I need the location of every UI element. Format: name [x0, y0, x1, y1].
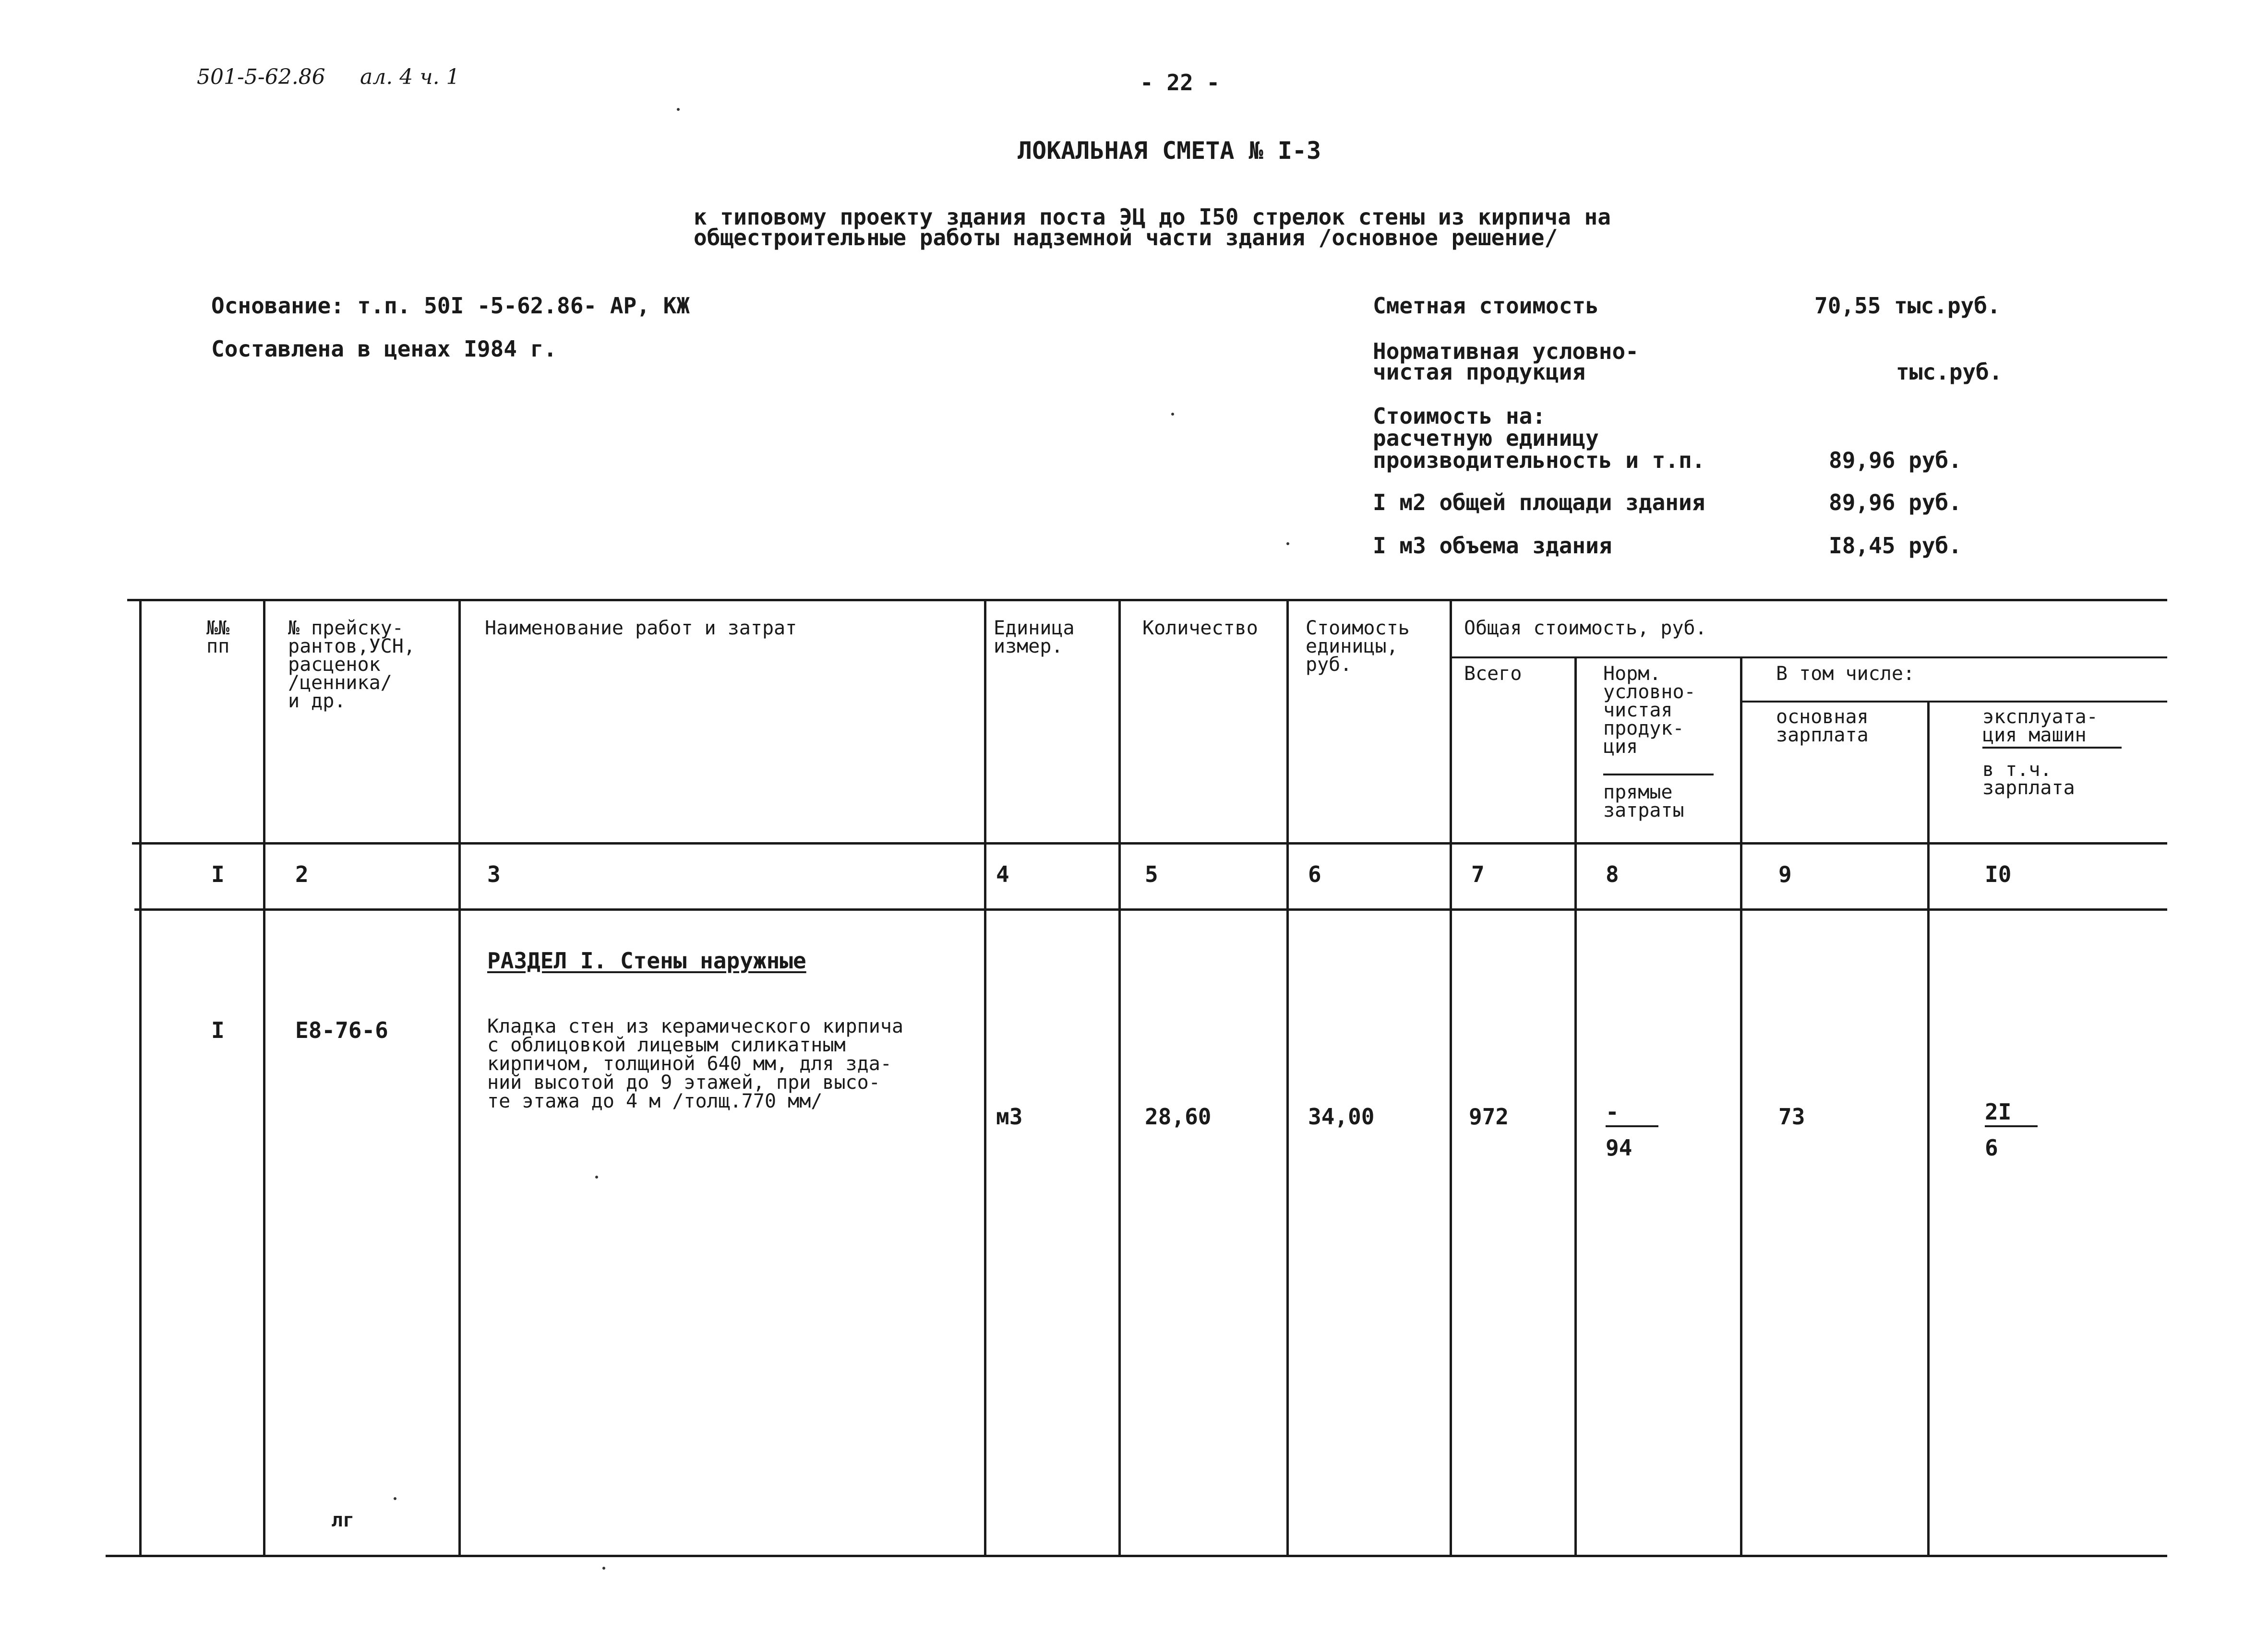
header-total: Всего — [1464, 663, 1522, 685]
subtitle-line-1: к типовому проекту здания поста ЭЦ до I50 стрелок стены из кирпича на — [694, 204, 1611, 230]
colnum-1: I — [211, 861, 225, 887]
row-norm-bottom: 94 — [1606, 1135, 1632, 1161]
header-machines-bottom: в т.ч. зарплата — [1982, 759, 2075, 799]
basis-label: Основание: т.п. 50I -5-62.86- АР, КЖ — [211, 293, 690, 319]
row-machines-fraction-line — [1985, 1125, 2038, 1127]
row-num: I — [211, 1017, 225, 1043]
col-line-4 — [1118, 600, 1121, 1556]
table-top-border — [127, 599, 2167, 601]
header-norm-bottom: прямые затраты — [1603, 781, 1684, 822]
row-quantity: 28,60 — [1145, 1104, 1212, 1130]
row-norm-fraction-line — [1606, 1125, 1658, 1127]
row-unit-cost: 34,00 — [1308, 1104, 1375, 1130]
header-machines-top: эксплуата- ция машин — [1982, 706, 2098, 746]
scan-speck — [595, 1176, 598, 1179]
colnum-4: 4 — [996, 861, 1009, 887]
m2-label: I м2 общей площади здания — [1373, 489, 1705, 515]
prices-label: Составлена в ценах I984 г. — [211, 336, 557, 362]
col-line-7 — [1574, 657, 1577, 1556]
normative-label-1: Нормативная условно- — [1373, 338, 1639, 364]
section-title: РАЗДЕЛ I. Стены наружные — [487, 948, 806, 974]
row-norm-top: - — [1606, 1099, 1619, 1125]
header-unit: Единица измер. — [994, 617, 1075, 657]
header-unit-cost: Стоимость единицы, руб. — [1306, 617, 1410, 676]
scan-speck — [1171, 413, 1174, 416]
colnum-3: 3 — [487, 861, 501, 887]
row-code: Е8-76-6 — [295, 1017, 388, 1043]
header-machines-divider — [1982, 747, 2122, 749]
estimated-cost-value: 70,55 тыс.руб. — [1814, 293, 2001, 319]
scan-speck — [677, 108, 680, 111]
header-bottom-border — [132, 842, 2167, 845]
footer-mark: лг — [331, 1509, 355, 1531]
colnum-bottom-border — [134, 908, 2167, 911]
incl-group-line — [1740, 701, 2167, 703]
colnum-7: 7 — [1471, 861, 1485, 887]
header-norm-top: Норм. условно- чистая продук- ция — [1603, 663, 1696, 758]
header-work-name: Наименование работ и затрат — [485, 617, 797, 639]
cost-per-label-3: производительность и т.п. — [1373, 447, 1705, 473]
scan-speck — [602, 1567, 605, 1570]
header-incl-group: В том числе: — [1776, 663, 1915, 685]
row-unit: м3 — [996, 1104, 1023, 1130]
header-norm-divider — [1603, 774, 1714, 775]
colnum-6: 6 — [1308, 861, 1321, 887]
colnum-5: 5 — [1145, 861, 1158, 887]
header-salary: основная зарплата — [1776, 706, 1869, 746]
m3-label: I м3 объема здания — [1373, 533, 1612, 559]
estimated-cost-label: Сметная стоимость — [1373, 293, 1599, 319]
table-bottom-border — [106, 1555, 2167, 1557]
page-title: ЛОКАЛЬНАЯ СМЕТА № I-3 — [1018, 137, 1321, 165]
total-group-line — [1450, 656, 2167, 658]
col-line-2 — [458, 600, 461, 1556]
header-num: №№ пп — [206, 617, 230, 657]
row-machines-top: 2I — [1985, 1099, 2012, 1125]
normative-label-2: чистая продукция — [1373, 359, 1586, 385]
col-line-0 — [139, 600, 142, 1556]
album-mark: ал. 4 ч. 1 — [360, 65, 460, 89]
col-line-5 — [1286, 600, 1289, 1556]
doc-code: 501-5-62.86 — [197, 65, 325, 89]
subtitle-line-2: общестроительные работы надземной части здания /основное решение/ — [694, 225, 1558, 250]
row-salary: 73 — [1778, 1104, 1805, 1130]
header-total-group: Общая стоимость, руб. — [1464, 617, 1707, 639]
row-machines-bottom: 6 — [1985, 1135, 1998, 1161]
colnum-2: 2 — [295, 861, 309, 887]
col-line-1 — [263, 600, 265, 1556]
col-line-3 — [984, 600, 986, 1556]
header-pricelist: № прейску- рантов,УСН, расценок /ценника/ и др. — [288, 617, 415, 712]
cost-per-label-1: Стоимость на: — [1373, 403, 1546, 429]
m2-value: 89,96 руб. — [1829, 489, 1962, 515]
cost-per-value: 89,96 руб. — [1829, 447, 1962, 473]
m3-value: I8,45 руб. — [1829, 533, 1962, 559]
colnum-9: 9 — [1778, 861, 1792, 887]
scan-speck — [394, 1497, 396, 1500]
colnum-10: I0 — [1985, 861, 2012, 887]
scan-speck — [1286, 542, 1289, 545]
row-description: Кладка стен из керамического кирпича с облицовкой лицевым силикатным кирпичом, толщиной 640 мм, для зда- ний высотой до 9 этажей, при высо- те этажа до 4 м /толщ.770 мм/ — [487, 1015, 903, 1112]
col-line-8 — [1740, 657, 1742, 1556]
normative-value: тыс.руб. — [1896, 359, 2003, 385]
colnum-8: 8 — [1606, 861, 1619, 887]
page-number: - 22 - — [1140, 70, 1220, 95]
cost-per-label-2: расчетную единицу — [1373, 425, 1599, 451]
row-total: 972 — [1469, 1104, 1509, 1130]
col-line-9 — [1927, 702, 1930, 1556]
col-line-6 — [1450, 600, 1452, 1556]
header-quantity: Количество — [1142, 617, 1258, 639]
